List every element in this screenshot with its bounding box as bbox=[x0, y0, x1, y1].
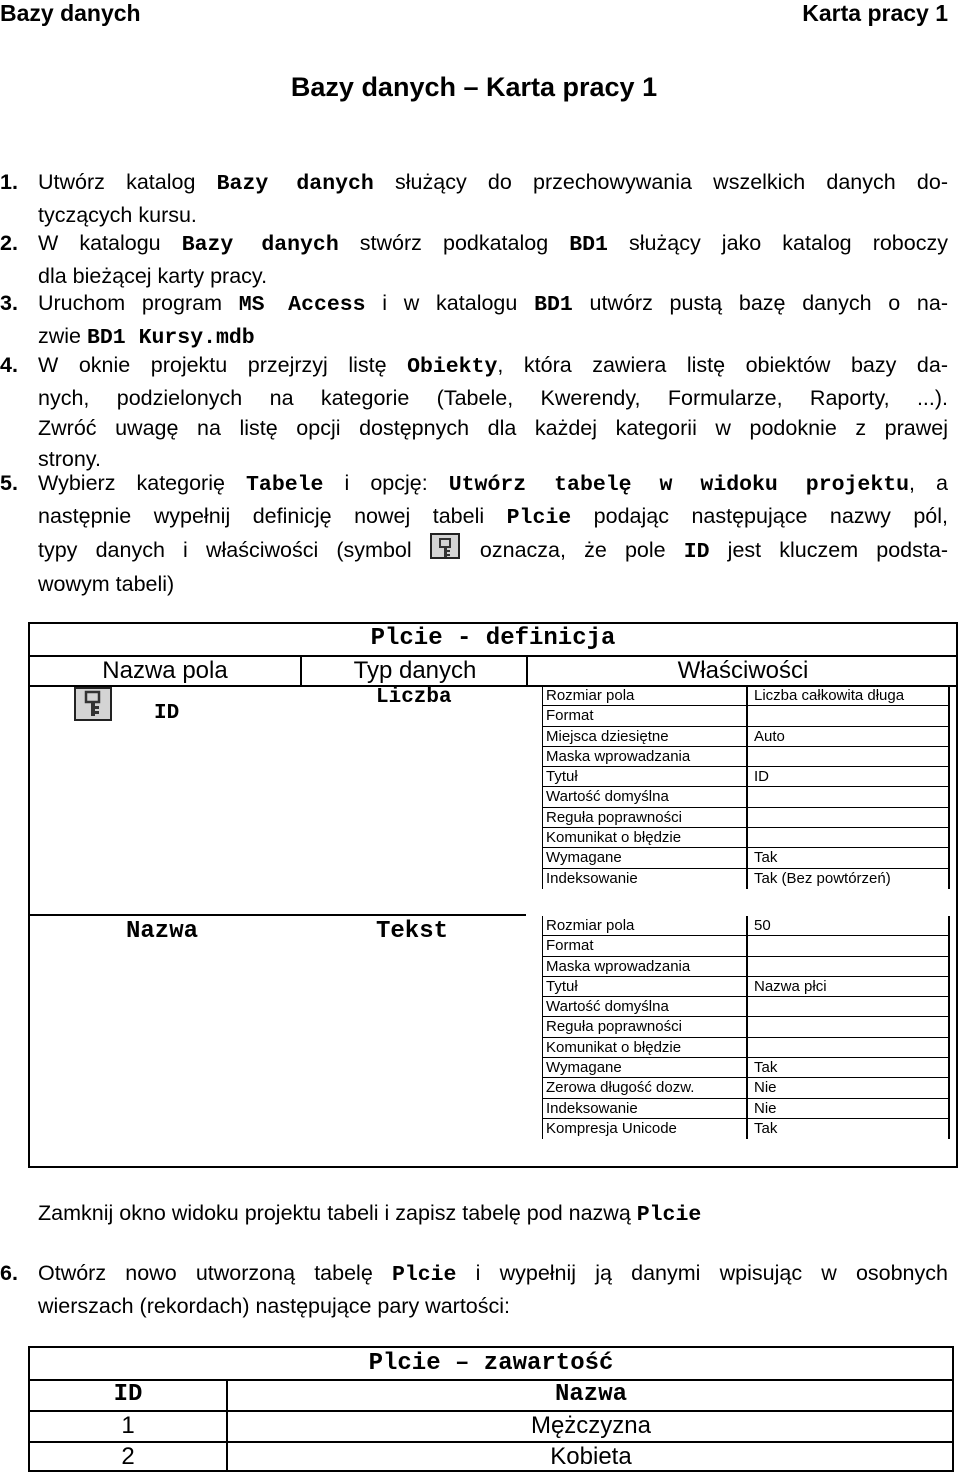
step-3 bbox=[0, 288, 948, 350]
step-number: 5. bbox=[0, 471, 18, 495]
text: typy danych i właściwości (symbol bbox=[38, 538, 430, 562]
property-value: Liczba całkowita długa bbox=[754, 687, 905, 704]
text: służący jako katalog roboczy bbox=[607, 231, 948, 255]
table-cell: 1 bbox=[121, 1412, 135, 1439]
text: Zwróć uwagę na listę opcji dostępnych dla każdej kategorii w podoknie z prawej bbox=[38, 416, 948, 440]
step-5 bbox=[0, 468, 948, 596]
code-text: BD1 Kursy.mdb bbox=[86, 325, 255, 350]
property-name: Reguła poprawności bbox=[546, 1018, 682, 1036]
code-text: Plcie bbox=[636, 1203, 702, 1227]
property-row bbox=[542, 916, 950, 936]
property-name: Wartość domyślna bbox=[546, 998, 669, 1016]
col-header-name: Nazwa pola bbox=[102, 657, 228, 684]
text: i w katalogu bbox=[365, 291, 535, 315]
text: następnie wypełnij definicję nowej tabeli bbox=[38, 503, 507, 528]
property-row bbox=[542, 1038, 950, 1058]
text: służący do przechowywania wszelkich danych do- bbox=[373, 170, 948, 194]
property-row bbox=[542, 957, 950, 977]
header-right: Karta pracy 1 bbox=[802, 0, 948, 26]
field-type: Tekst bbox=[376, 918, 449, 945]
property-row bbox=[542, 767, 950, 787]
property-value: Nazwa płci bbox=[754, 977, 827, 995]
property-value: Tak bbox=[754, 1059, 778, 1077]
property-value: Tak (Bez powtórzeń) bbox=[754, 869, 891, 887]
text: nych, podzielonych na kategorie (Tabele, Kwerendy, Formularze, Raporty, ...). bbox=[38, 385, 948, 410]
properties-table-id bbox=[542, 686, 950, 889]
property-name: Format bbox=[546, 937, 594, 955]
property-value: Nie bbox=[754, 1079, 777, 1097]
step-number: 6. bbox=[0, 1261, 18, 1285]
field-name: ID bbox=[154, 702, 180, 725]
text: i wypełnij ją danymi wpisując w osobnych bbox=[456, 1261, 948, 1285]
property-row bbox=[542, 808, 950, 828]
property-row bbox=[542, 787, 950, 807]
code-text: Obiekty bbox=[407, 355, 498, 379]
step-1 bbox=[0, 167, 948, 229]
text: stwórz podkatalog bbox=[338, 231, 570, 255]
property-row bbox=[542, 706, 950, 726]
code-text: Bazy danych bbox=[181, 233, 339, 257]
table-cell: 2 bbox=[121, 1443, 135, 1470]
property-name: Rozmiar pola bbox=[546, 687, 635, 704]
col-header-nazwa: Nazwa bbox=[554, 1381, 627, 1408]
definition-table-title: Plcie - definicja bbox=[370, 625, 616, 652]
code-text: BD1 bbox=[534, 293, 573, 317]
step-number: 4. bbox=[0, 353, 18, 377]
property-row bbox=[542, 1078, 950, 1098]
primary-key-icon bbox=[430, 533, 460, 559]
property-name: Indeksowanie bbox=[546, 1099, 638, 1117]
text: strony. bbox=[38, 446, 101, 471]
property-row bbox=[542, 869, 950, 889]
property-row bbox=[542, 848, 950, 868]
property-name: Kompresja Unicode bbox=[546, 1119, 677, 1137]
text: Zamknij okno widoku projektu tabeli i zapisz tabelę pod nazwą bbox=[38, 1201, 637, 1225]
property-name: Zerowa długość dozw. bbox=[546, 1079, 695, 1097]
content-table-title: Plcie – zawartość bbox=[368, 1350, 614, 1377]
property-row bbox=[542, 686, 950, 706]
step-number: 2. bbox=[0, 231, 18, 255]
text: Wybierz kategorię bbox=[38, 471, 247, 495]
property-row bbox=[542, 936, 950, 956]
text: dla bieżącej karty pracy. bbox=[38, 263, 268, 288]
text: jest kluczem podsta- bbox=[709, 538, 948, 562]
property-name: Reguła poprawności bbox=[546, 808, 682, 826]
table-cell: Kobieta bbox=[550, 1443, 632, 1470]
property-value: Tak bbox=[754, 1119, 778, 1137]
header-left: Bazy danych bbox=[0, 0, 141, 26]
property-name: Komunikat o błędzie bbox=[546, 829, 682, 847]
property-name: Wartość domyślna bbox=[546, 788, 669, 806]
table-cell: Mężczyzna bbox=[530, 1412, 652, 1439]
primary-key-icon bbox=[74, 687, 112, 721]
text: Utwórz katalog bbox=[38, 170, 217, 194]
text: Uruchom program bbox=[38, 291, 239, 315]
property-value: ID bbox=[754, 768, 769, 786]
text: W oknie projektu przejrzyj listę bbox=[38, 353, 408, 377]
property-value: 50 bbox=[754, 917, 771, 934]
col-header-type: Typ danych bbox=[353, 657, 477, 684]
code-text: MS Access bbox=[238, 293, 366, 317]
property-name: Komunikat o błędzie bbox=[546, 1038, 682, 1056]
text: wowym tabeli) bbox=[38, 572, 175, 596]
property-row bbox=[542, 997, 950, 1017]
step-number: 1. bbox=[0, 170, 18, 194]
property-name: Indeksowanie bbox=[546, 869, 638, 887]
code-text: Plcie bbox=[506, 505, 572, 530]
step-number: 3. bbox=[0, 291, 18, 315]
page-title: Bazy danych – Karta pracy 1 bbox=[290, 72, 658, 102]
property-name: Wymagane bbox=[546, 1059, 622, 1077]
code-text: ID bbox=[683, 540, 710, 564]
property-row bbox=[542, 828, 950, 848]
col-header-properties: Właściwości bbox=[677, 657, 809, 684]
property-value: Tak bbox=[754, 849, 778, 867]
field-type: Liczba bbox=[376, 686, 452, 709]
property-name: Miejsca dziesiętne bbox=[546, 727, 669, 745]
property-name: Wymagane bbox=[546, 849, 622, 867]
code-text: BD1 bbox=[569, 233, 608, 257]
text: zwie bbox=[38, 323, 87, 348]
property-row bbox=[542, 1058, 950, 1078]
property-name: Format bbox=[546, 707, 594, 725]
step-2 bbox=[0, 228, 948, 290]
property-row bbox=[542, 747, 950, 767]
definition-table bbox=[28, 622, 958, 1168]
code-text: Bazy danych bbox=[216, 172, 374, 196]
step-4 bbox=[0, 350, 948, 474]
text: Otwórz nowo utworzoną tabelę bbox=[38, 1261, 392, 1285]
property-name: Rozmiar pola bbox=[546, 917, 635, 934]
property-row bbox=[542, 1017, 950, 1037]
code-text: Tabele bbox=[246, 473, 324, 497]
content-table bbox=[28, 1346, 954, 1472]
step-6 bbox=[0, 1258, 948, 1320]
code-text: Utwórz tabelę w widoku projektu bbox=[448, 473, 910, 497]
properties-table-nazwa bbox=[542, 916, 950, 1139]
property-name: Maska wprowadzania bbox=[546, 957, 691, 975]
col-header-id: ID bbox=[113, 1381, 143, 1408]
text: wierszach (rekordach) następujące pary wartości: bbox=[38, 1293, 511, 1318]
text: oznacza, że pole bbox=[461, 538, 684, 562]
property-row bbox=[542, 1119, 950, 1139]
property-row bbox=[542, 1099, 950, 1119]
text: i opcję: bbox=[323, 471, 449, 495]
property-row bbox=[542, 977, 950, 997]
text: tyczących kursu. bbox=[38, 202, 197, 227]
field-name: Nazwa bbox=[126, 918, 199, 945]
text: W katalogu bbox=[38, 231, 182, 255]
property-value: Auto bbox=[754, 727, 785, 745]
property-name: Maska wprowadzania bbox=[546, 747, 691, 765]
close-instruction bbox=[0, 1198, 948, 1230]
property-value: Nie bbox=[754, 1099, 777, 1117]
property-row bbox=[542, 727, 950, 747]
text: , a bbox=[909, 471, 949, 495]
text: utwórz pustą bazę danych o na- bbox=[572, 291, 948, 315]
property-name: Tytuł bbox=[546, 768, 578, 786]
property-name: Tytuł bbox=[546, 977, 578, 995]
code-text: Plcie bbox=[391, 1263, 457, 1287]
text: podając następujące nazwy pól, bbox=[571, 503, 948, 528]
text: , która zawiera listę obiektów bazy da- bbox=[497, 353, 948, 377]
